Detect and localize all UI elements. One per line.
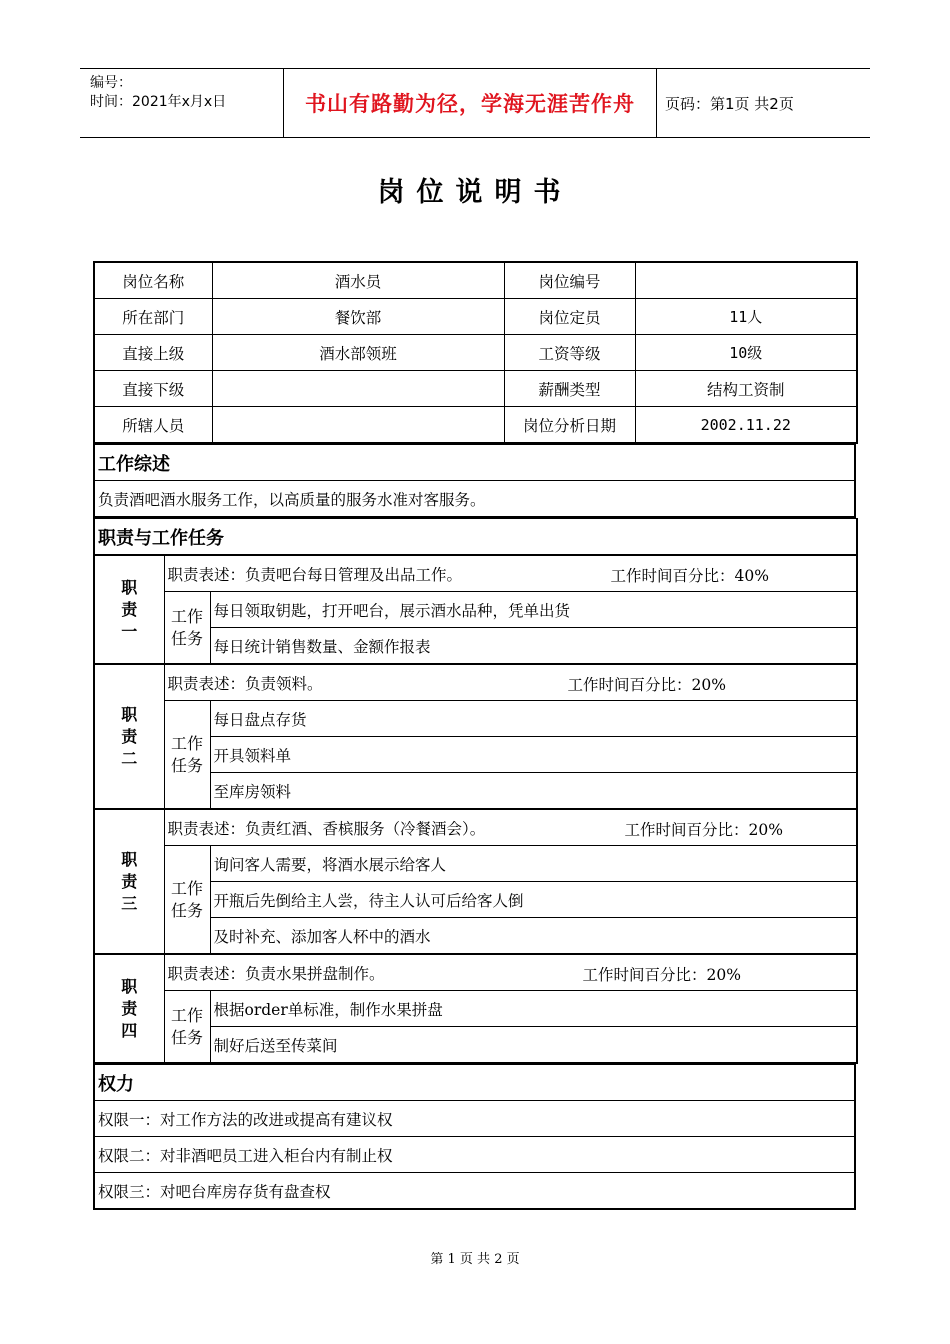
duty-description (164, 954, 857, 991)
field-value: 10级 (635, 335, 857, 371)
task-item: 至库房领料 (210, 773, 857, 810)
field-value (635, 262, 857, 299)
field-label: 直接上级 (94, 335, 212, 371)
table-row (94, 407, 857, 444)
duty-time-percentage: 工作时间百分比：40% (610, 567, 769, 585)
field-label: 岗位编号 (504, 262, 635, 299)
field-value: 餐饮部 (212, 299, 504, 335)
field-value (212, 371, 504, 407)
document-title: 岗位说明书 (377, 177, 573, 208)
task-item: 询问客人需要，将酒水展示给客人 (210, 846, 857, 882)
duty-label-text: 职责一 (121, 577, 138, 641)
task-row (94, 991, 857, 1027)
duty-row (94, 555, 857, 592)
duty-label (94, 809, 164, 954)
duty-label-text: 职责三 (121, 849, 138, 913)
duties-table (93, 518, 858, 1064)
document-time: 时间：2021年x月x日 (90, 94, 227, 110)
task-item: 每日统计销售数量、金额作报表 (210, 628, 857, 665)
task-label (164, 846, 210, 955)
duty-label (94, 664, 164, 809)
table-row (94, 335, 857, 371)
section-heading-summary: 工作综述 (94, 445, 855, 481)
header-motto: 书山有路勤为径，学海无涯苦作舟 (283, 69, 657, 137)
duty-description (164, 809, 857, 846)
duty-description-text: 职责表述：负责水果拼盘制作。 (167, 964, 385, 983)
authority-item: 权限一：对工作方法的改进或提高有建议权 (94, 1101, 855, 1137)
duty-description-text: 职责表述：负责吧台每日管理及出品工作。 (167, 565, 463, 584)
table-row (94, 371, 857, 407)
task-row (94, 701, 857, 737)
duty-label (94, 555, 164, 664)
section-heading-duties: 职责与工作任务 (94, 519, 857, 556)
table-row (94, 1101, 855, 1137)
table-row (94, 1173, 855, 1210)
summary-text: 负责酒吧酒水服务工作，以高质量的服务水准对客服务。 (94, 481, 855, 518)
field-label: 所辖人员 (94, 407, 212, 444)
duty-time-percentage: 工作时间百分比：20% (567, 676, 726, 694)
task-item: 及时补充、添加客人杯中的酒水 (210, 918, 857, 955)
table-row (94, 445, 855, 481)
duty-row (94, 954, 857, 991)
duty-row (94, 809, 857, 846)
field-value: 11人 (635, 299, 857, 335)
authority-item: 权限三：对吧台库房存货有盘查权 (94, 1173, 855, 1210)
task-label-text: 工作任务 (171, 1005, 204, 1047)
task-label-text: 工作任务 (171, 606, 204, 648)
page-header (80, 68, 870, 138)
authority-item: 权限二：对非酒吧员工进入柜台内有制止权 (94, 1137, 855, 1173)
task-label-text: 工作任务 (171, 878, 204, 920)
field-value: 结构工资制 (635, 371, 857, 407)
duty-description-text: 职责表述：负责红酒、香槟服务（冷餐酒会）。 (167, 819, 486, 838)
task-label (164, 701, 210, 810)
duty-time-percentage: 工作时间百分比：20% (624, 821, 783, 839)
basic-info-table (93, 261, 858, 444)
task-item: 制好后送至传菜间 (210, 1027, 857, 1064)
task-item: 每日领取钥匙，打开吧台，展示酒水品种，凭单出货 (210, 592, 857, 628)
field-value: 酒水部领班 (212, 335, 504, 371)
field-label: 岗位名称 (94, 262, 212, 299)
task-item: 开瓶后先倒给主人尝，待主人认可后给客人倒 (210, 882, 857, 918)
task-label (164, 991, 210, 1064)
duty-description (164, 664, 857, 701)
header-page-info: 页码：第1页 共2页 (665, 95, 794, 113)
table-row (94, 519, 857, 556)
task-row (94, 846, 857, 882)
table-row (94, 299, 857, 335)
header-meta (80, 69, 283, 137)
table-row (94, 1065, 855, 1101)
authority-table (93, 1064, 856, 1210)
job-description-form (93, 261, 856, 1210)
field-label: 岗位分析日期 (504, 407, 635, 444)
document-code-label: 编号： (90, 75, 132, 91)
task-label (164, 592, 210, 665)
table-row (94, 1137, 855, 1173)
task-row (94, 592, 857, 628)
duty-description-text: 职责表述：负责领料。 (167, 674, 323, 693)
duty-description (164, 555, 857, 592)
field-label: 所在部门 (94, 299, 212, 335)
task-item: 每日盘点存货 (210, 701, 857, 737)
field-value: 2002.11.22 (635, 407, 857, 444)
duty-label-text: 职责二 (121, 704, 138, 768)
field-value: 酒水员 (212, 262, 504, 299)
duty-row (94, 664, 857, 701)
field-label: 岗位定员 (504, 299, 635, 335)
table-row (94, 262, 857, 299)
summary-table (93, 444, 856, 518)
task-item: 开具领料单 (210, 737, 857, 773)
duty-time-percentage: 工作时间百分比：20% (582, 966, 741, 984)
field-label: 薪酬类型 (504, 371, 635, 407)
field-label: 工资等级 (504, 335, 635, 371)
page-footer: 第 1 页 共 2 页 (430, 1252, 520, 1267)
section-heading-authority: 权力 (94, 1065, 855, 1101)
duty-label-text: 职责四 (121, 976, 138, 1040)
table-row (94, 481, 855, 518)
duty-label (94, 954, 164, 1063)
field-value (212, 407, 504, 444)
task-item: 根据order单标准，制作水果拼盘 (210, 991, 857, 1027)
field-label: 直接下级 (94, 371, 212, 407)
task-label-text: 工作任务 (171, 733, 204, 775)
